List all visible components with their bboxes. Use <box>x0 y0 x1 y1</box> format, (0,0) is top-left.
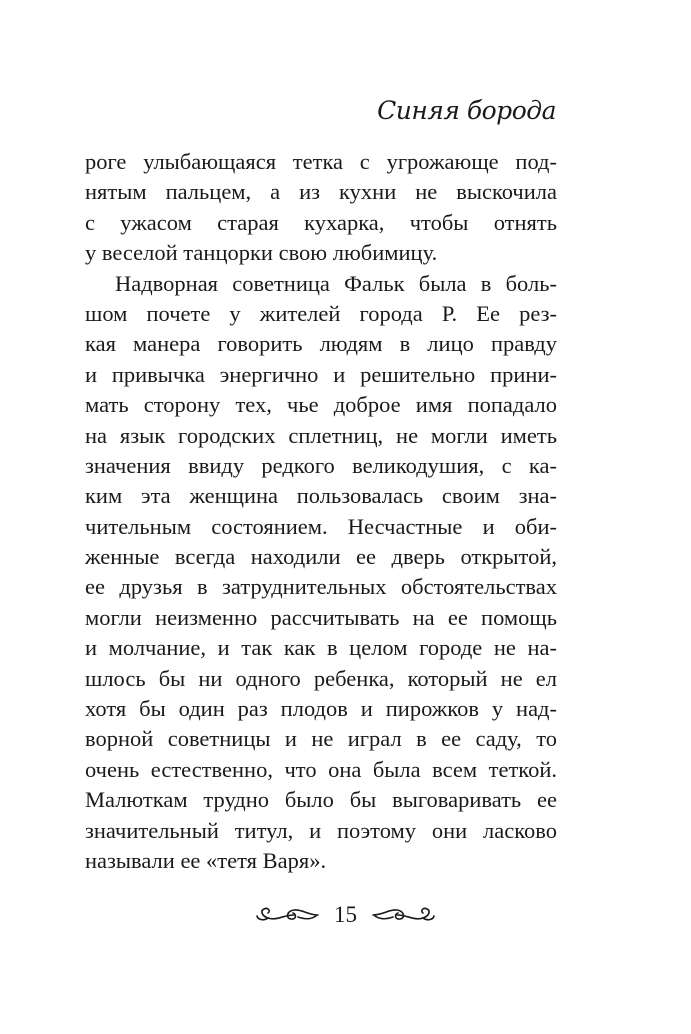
text-line: на язык городских сплетниц, не могли иметь <box>85 422 557 448</box>
text-line: шлось бы ни одного ребенка, который не ел <box>85 665 557 691</box>
page-footer <box>0 900 691 930</box>
text-line: и молчание, и так как в целом городе не на- <box>85 635 557 661</box>
text-line: ее друзья в затруднительных обстоятельствах <box>85 574 557 600</box>
text-line: шом почете у жителей города Р. Ее рез- <box>85 300 557 326</box>
running-head: Синяя борода <box>377 96 556 125</box>
body-text <box>85 147 557 876</box>
text-line: называли ее «тетя Варя». <box>85 847 327 873</box>
text-line: ким эта женщина пользовалась своим зна- <box>85 483 557 509</box>
text-line: нятым пальцем, а из кухни не выскочила <box>85 179 557 205</box>
text-line: значения ввиду редкого великодушия, с ка- <box>85 452 557 478</box>
right-flourish-icon <box>371 904 437 926</box>
text-line: ворной советницы и не играл в ее саду, то <box>85 726 557 752</box>
page-number: 15 <box>334 902 357 927</box>
text-line: кая манера говорить людям в лицо правду <box>85 331 557 357</box>
text-line: и привычка энергично и решительно прини- <box>85 361 557 387</box>
text-line: женные всегда находили ее дверь открытой, <box>85 544 557 570</box>
text-line: Малюткам трудно было бы выговаривать ее <box>85 787 557 813</box>
text-line: роге улыбающаяся тетка с угрожающе под- <box>85 149 557 174</box>
left-flourish-icon <box>254 904 320 926</box>
text-line: мать сторону тех, чье доброе имя попадало <box>85 392 557 418</box>
text-line: с ужасом старая кухарка, чтобы отнять <box>85 209 557 235</box>
text-line: могли неизменно рассчитывать на ее помощь <box>85 604 557 630</box>
text-line: хотя бы один раз плодов и пирожков у над- <box>85 696 557 722</box>
paragraph-first-line: Надворная советница Фальк была в боль- <box>115 270 557 296</box>
text-line: очень естественно, что она была всем теткой. <box>85 756 557 782</box>
text-line: чительным состоянием. Несчастные и оби- <box>85 513 557 539</box>
text-line: у веселой танцорки свою любимицу. <box>85 240 438 266</box>
text-line: значительный титул, и поэтому они ласково <box>85 817 557 843</box>
